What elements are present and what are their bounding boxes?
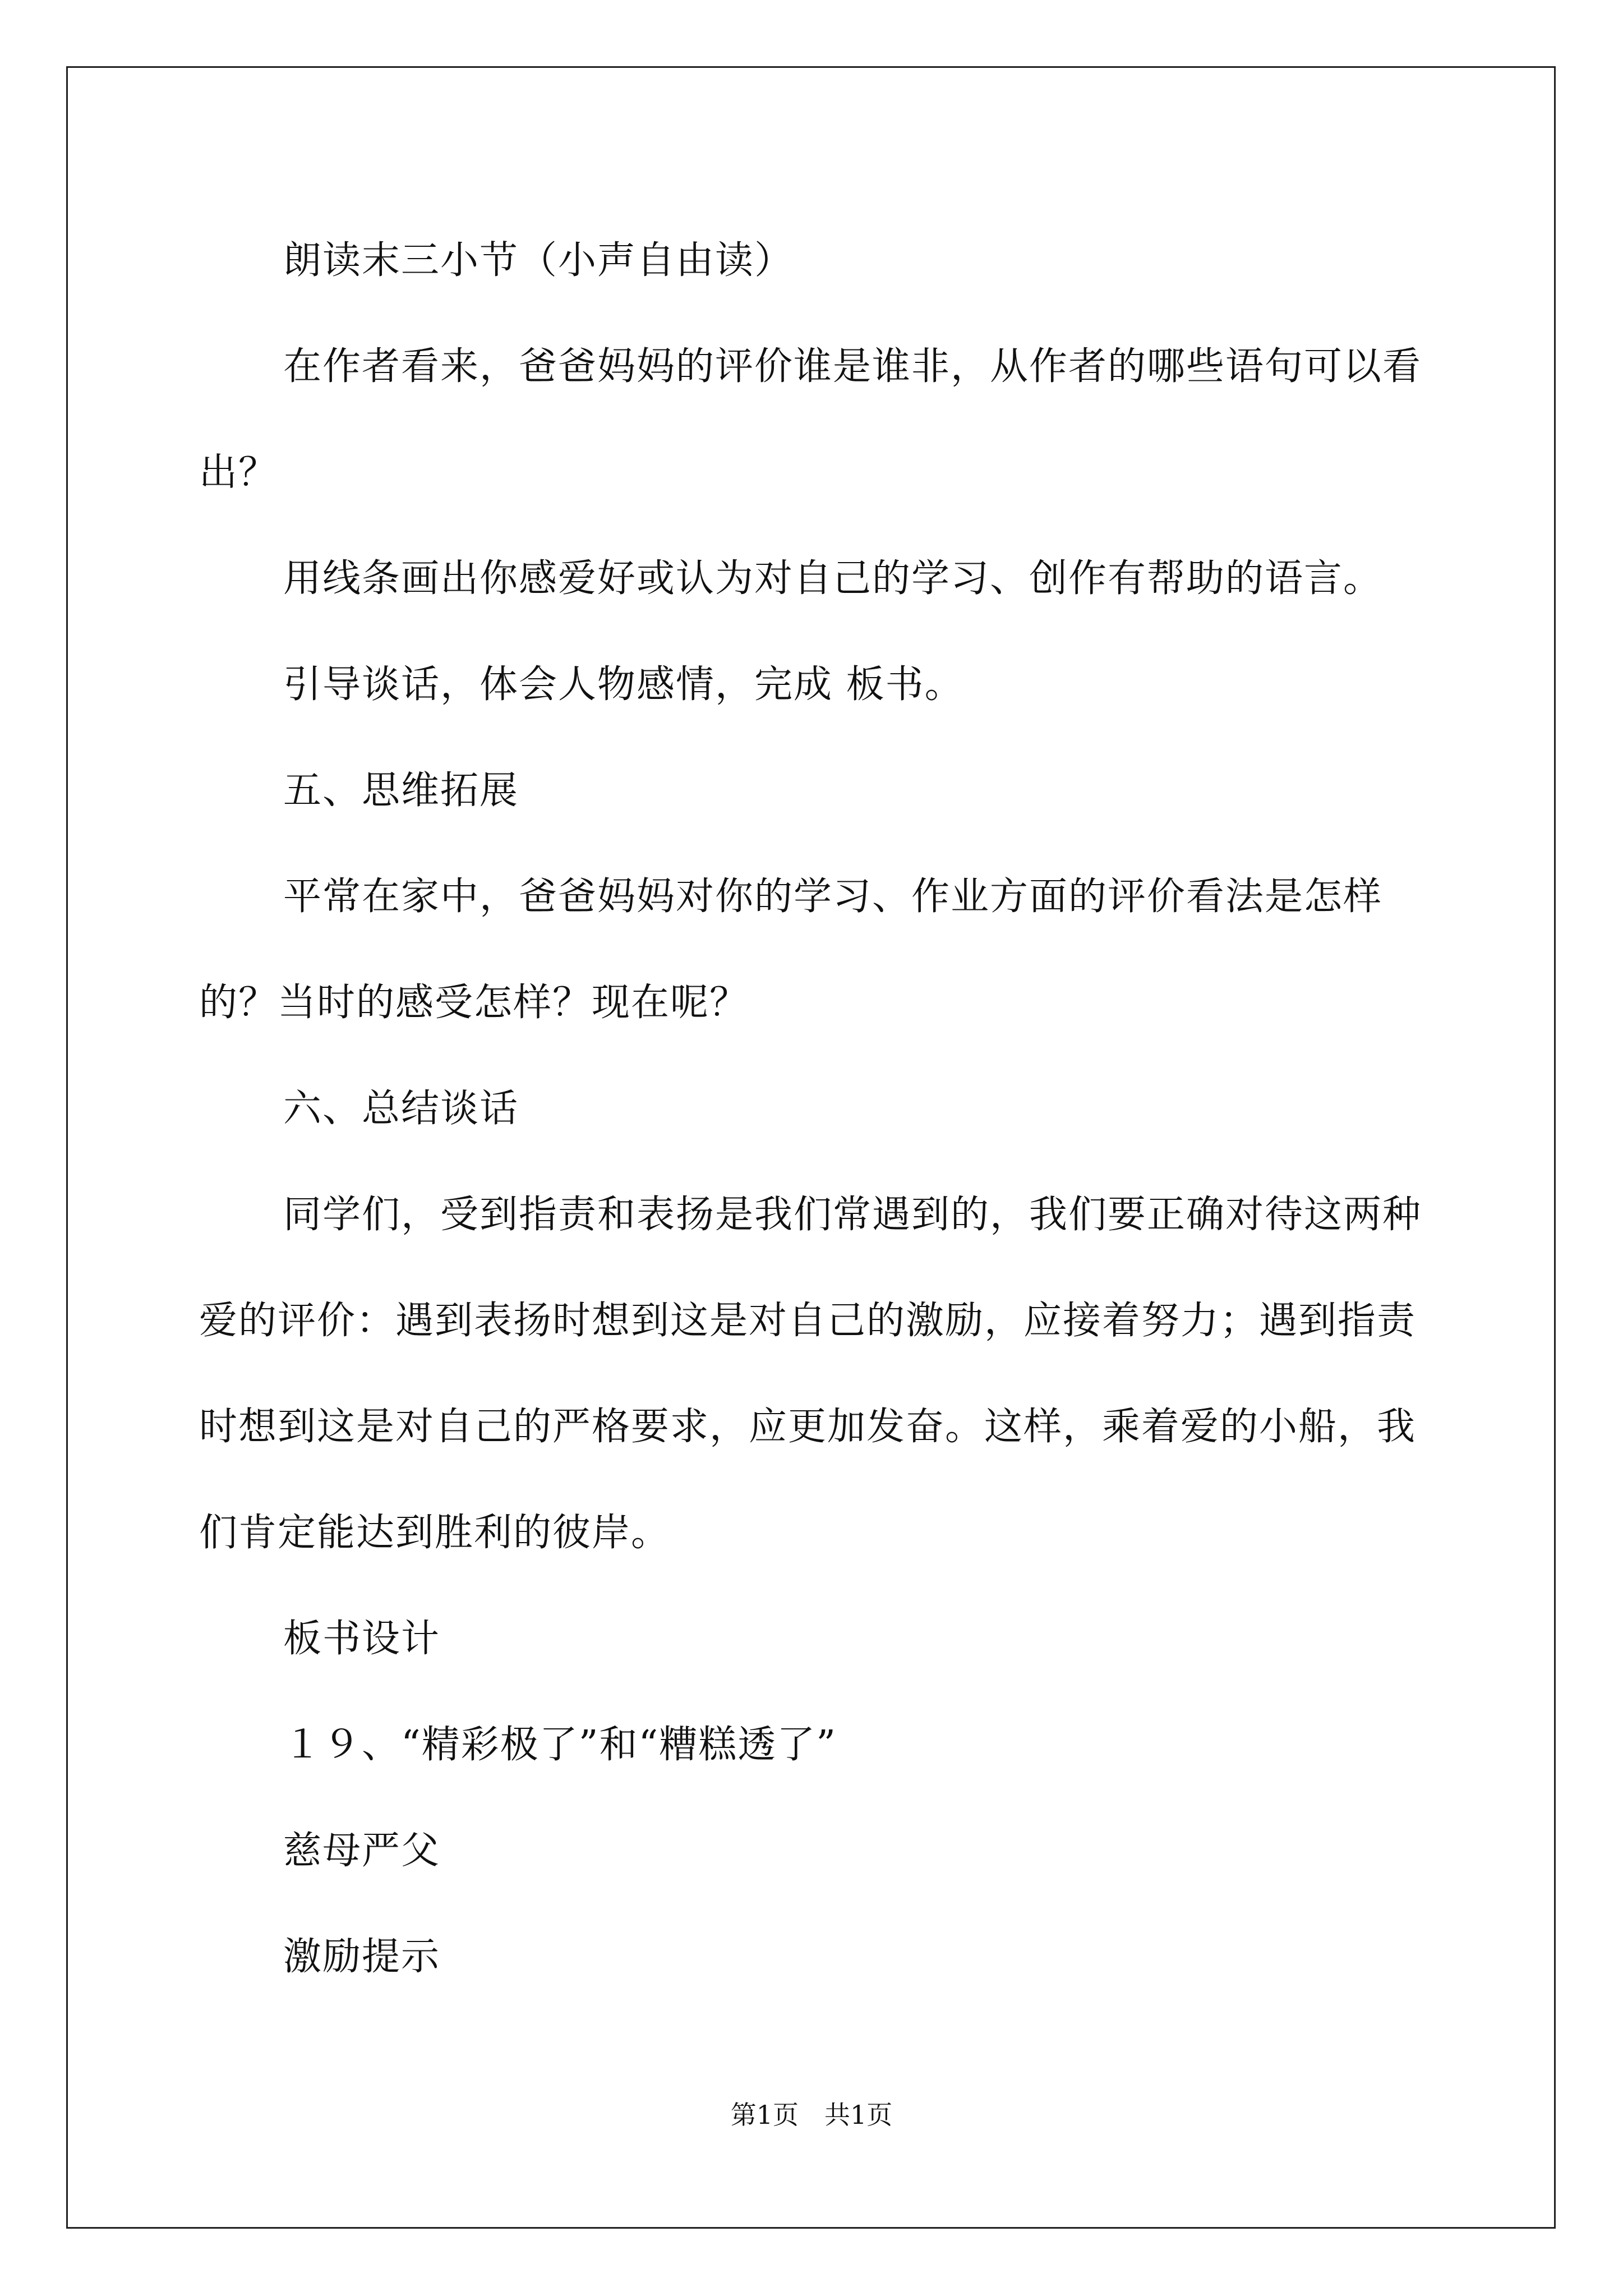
paragraph: 在作者看来，爸爸妈妈的评价谁是谁非，从作者的哪些语句可以看出？ [199, 344, 1422, 495]
board-title: １９、“精彩极了”和“糟糕透了” [283, 1723, 837, 1767]
section-heading: 板书设计 [283, 1617, 441, 1661]
board-line: 激励提示 [283, 1935, 441, 1979]
section-heading: 六、总结谈话 [283, 1087, 519, 1131]
paragraph: 平常在家中，爸爸妈妈对你的学习、作业方面的评价看法是怎样的？当时的感受怎样？现在呢？ [199, 875, 1383, 1025]
page-footer: 第1页 共1页 [730, 2100, 893, 2130]
document-body [199, 208, 1427, 2010]
section-heading: 五、思维拓展 [283, 769, 519, 813]
paragraph: 同学们，受到指责和表扬是我们常遇到的，我们要正确对待这两种爱的评价：遇到表扬时想到这是对自己的激励，应接着努力；遇到指责时想到这是对自己的严格要求，应更加发奋。这样，乘着爱的小船，我们肯定能达到胜利的彼岸。 [199, 1193, 1422, 1555]
paragraph: 朗读末三小节（小声自由读） [283, 238, 794, 283]
board-line: 慈母严父 [283, 1829, 441, 1873]
paragraph: 引导谈话，体会人物感情，完成 板书。 [283, 662, 964, 707]
paragraph: 用线条画出你感爱好或认为对自己的学习、创作有帮助的语言。 [283, 556, 1383, 601]
